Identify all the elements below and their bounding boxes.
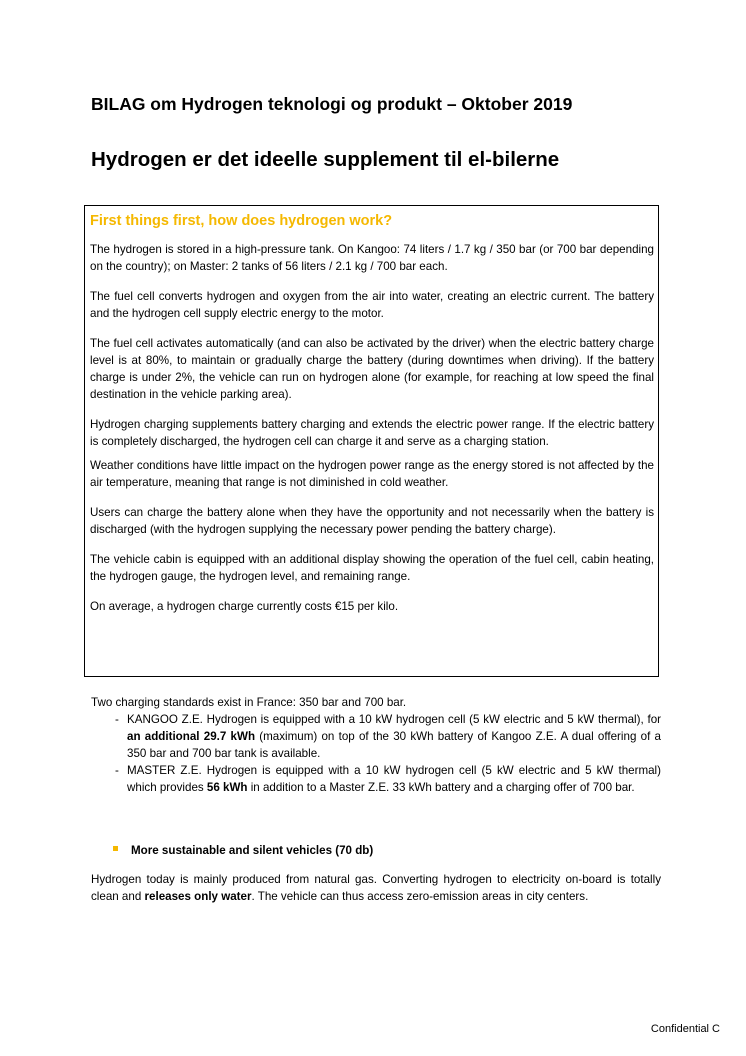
charging-standards [91, 694, 661, 796]
box-paragraph: Weather conditions have little impact on the hydrogen power range as the energy stored is not affected by the air temperature, meaning that range is not diminished in cold weather. [90, 459, 654, 489]
info-box-title: First things first, how does hydrogen work? [90, 213, 393, 229]
info-box [84, 205, 659, 677]
kangoo-bold: an additional 29.7 kWh [127, 730, 256, 743]
master-text-start: MASTER Z.E. Hydrogen is equipped with a 10 kW hydrogen cell (5 kW electric and 5 kW thermal) which provides [127, 764, 661, 794]
list-item-kangoo [91, 711, 661, 762]
master-bold: 56 kWh [206, 781, 248, 794]
list-item-master [91, 762, 661, 796]
document-title: BILAG om Hydrogen teknologi og produkt – Oktober 2019 [91, 94, 573, 114]
section-heading-text: More sustainable and silent vehicles (70 db) [131, 844, 374, 857]
box-paragraph: The fuel cell converts hydrogen and oxygen from the air into water, creating an electric current. The battery and the hydrogen cell supply electric energy to the motor. [90, 290, 654, 320]
box-paragraph: The fuel cell activates automatically (and can also be activated by the driver) when the electric battery charge level is at 80%, to maintain or gradually charge the battery (during downtimes when driving). If the battery charge is under 2%, the vehicle can run on hydrogen alone (for example, for reaching at low speed the final destination in the vehicle parking area). [90, 337, 654, 401]
master-text-end: in addition to a Master Z.E. 33 kWh battery and a charging offer of 700 bar. [247, 781, 635, 794]
section-bold: releases only water [144, 890, 252, 903]
section-paragraph [91, 871, 661, 905]
box-paragraph: Users can charge the battery alone when they have the opportunity and not necessarily when the battery is discharged (with the hydrogen supplying the necessary power pending the battery charge). [90, 506, 654, 536]
kangoo-text-end: (maximum) on top of the 30 kWh battery of Kangoo Z.E. A dual offering of a 350 bar and 700 bar tank is available. [127, 730, 661, 760]
dash-bullet: - [115, 764, 119, 777]
section-text-end: . The vehicle can thus access zero-emission areas in city centers. [251, 890, 589, 903]
section-text-start: Hydrogen today is mainly produced from natural gas. Converting hydrogen to electricity on-board is totally clean and [91, 873, 661, 903]
dash-bullet: - [115, 713, 119, 726]
box-paragraph: The vehicle cabin is equipped with an additional display showing the operation of the fuel cell, cabin heating, the hydrogen gauge, the hydrogen level, and remaining range. [90, 553, 654, 583]
square-bullet-icon [113, 846, 118, 851]
section-heading [113, 842, 373, 859]
box-paragraph: The hydrogen is stored in a high-pressure tank. On Kangoo: 74 liters / 1.7 kg / 350 bar (or 700 bar depending on the country); on Master: 2 tanks of 56 liters / 2.1 kg / 700 bar each. [90, 243, 654, 273]
footer-confidential: Confidential C [650, 1023, 720, 1035]
box-paragraph: On average, a hydrogen charge currently costs €15 per kilo. [90, 600, 399, 613]
kangoo-text-start: KANGOO Z.E. Hydrogen is equipped with a 10 kW hydrogen cell (5 kW electric and 5 kW thermal), for [127, 713, 661, 726]
charging-standards-intro: Two charging standards exist in France: 350 bar and 700 bar. [91, 696, 407, 709]
document-subtitle: Hydrogen er det ideelle supplement til el-bilerne [91, 148, 560, 171]
box-paragraph: Hydrogen charging supplements battery charging and extends the electric power range. If the electric battery is completely discharged, the hydrogen cell can charge it and serve as a charging station. [90, 418, 654, 448]
